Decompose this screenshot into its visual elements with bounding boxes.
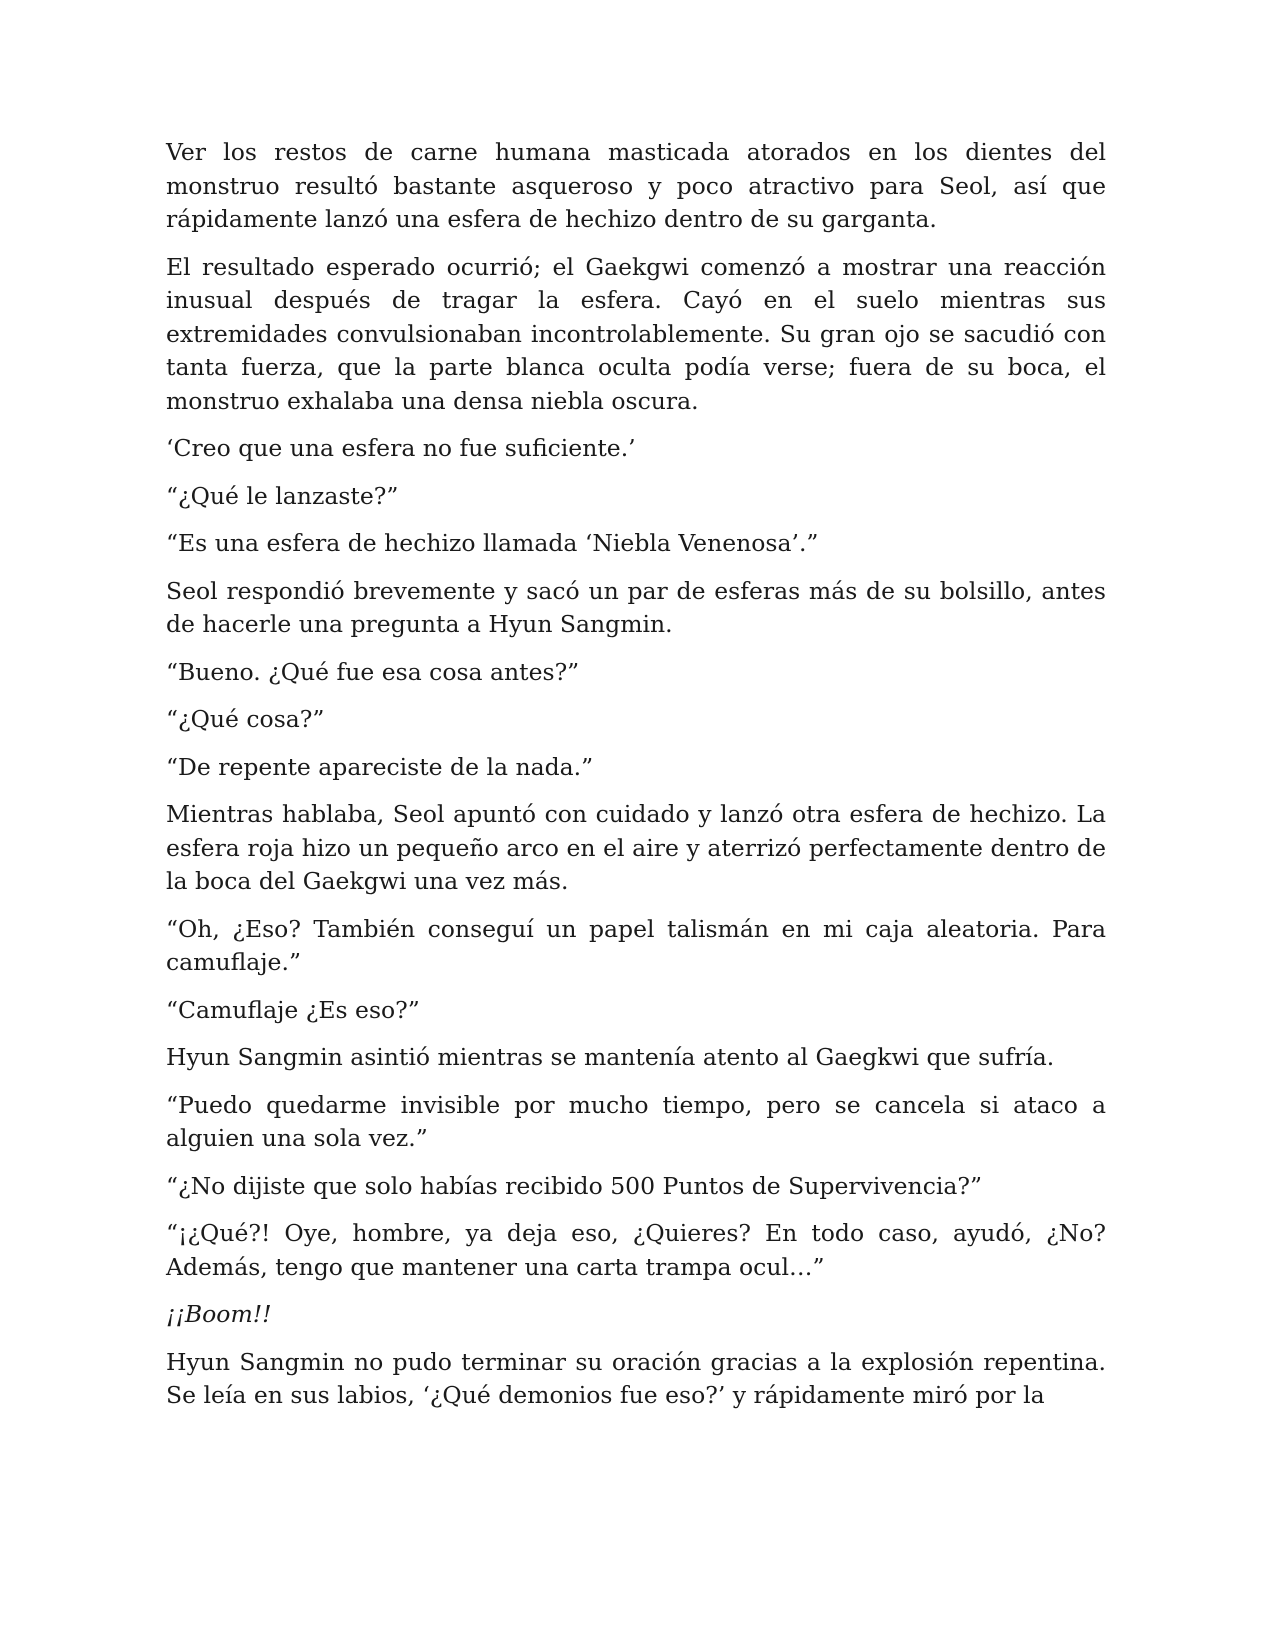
paragraph: “Puedo quedarme invisible por mucho tiempo, pero se cancela si ataco a alguien una sola vez.” <box>166 1090 1106 1152</box>
paragraph: Hyun Sangmin no pudo terminar su oración gracias a la explosión repentina. Se leía en sus labios, ‘¿Qué demonios fue eso?’ y rápidamente miró por la <box>166 1347 1106 1409</box>
paragraph: Seol respondió brevemente y sacó un par de esferas más de su bolsillo, antes de hacerle una pregunta a Hyun Sangmin. <box>166 576 1106 638</box>
paragraph: Hyun Sangmin asintió mientras se mantenía atento al Gaegkwi que sufría. <box>166 1043 1055 1071</box>
paragraph: “Es una esfera de hechizo llamada ‘Niebla Venenosa’.” <box>166 529 819 557</box>
paragraph: “¿Qué le lanzaste?” <box>166 481 399 510</box>
paragraph: “¿Qué cosa?” <box>166 705 325 733</box>
paragraph: “¿No dijiste que solo habías recibido 500 Puntos de Supervivencia?” <box>166 1171 982 1200</box>
paragraph: “Camuflaje ¿Es eso?” <box>166 995 420 1024</box>
paragraph: “¡¿Qué?! Oye, hombre, ya deja eso, ¿Quieres? En todo caso, ayudó, ¿No? Además, tengo que mantener una carta trampa ocul…” <box>166 1219 1106 1281</box>
body-text <box>166 136 1106 1427</box>
paragraph: “De repente apareciste de la nada.” <box>166 752 594 781</box>
paragraph: Ver los restos de carne humana masticada atorados en los dientes del monstruo resultó bastante asqueroso y poco atractivo para Seol, así que rápidamente lanzó una esfera de hechizo dentro de su garganta. <box>166 138 1106 233</box>
paragraph: “Bueno. ¿Qué fue esa cosa antes?” <box>166 657 580 686</box>
paragraph: El resultado esperado ocurrió; el Gaekgwi comenzó a mostrar una reacción inusual después de tragar la esfera. Cayó en el suelo mientras sus extremidades convulsionaban incontrolablemente. Su gran ojo se sacudió con tanta fuerza, que la parte blanca oculta podía verse; fuera de su boca, el monstruo exhalaba una densa niebla oscura. <box>166 252 1106 415</box>
sound-effect: ¡¡Boom!! <box>166 1300 272 1328</box>
paragraph: “Oh, ¿Eso? También conseguí un papel talismán en mi caja aleatoria. Para camuflaje.” <box>166 914 1106 976</box>
paragraph: ‘Creo que una esfera no fue suficiente.’ <box>166 434 636 462</box>
paragraph: Mientras hablaba, Seol apuntó con cuidado y lanzó otra esfera de hechizo. La esfera roja hizo un pequeño arco en el aire y aterrizó perfectamente dentro de la boca del Gaekgwi una vez más. <box>166 800 1106 895</box>
